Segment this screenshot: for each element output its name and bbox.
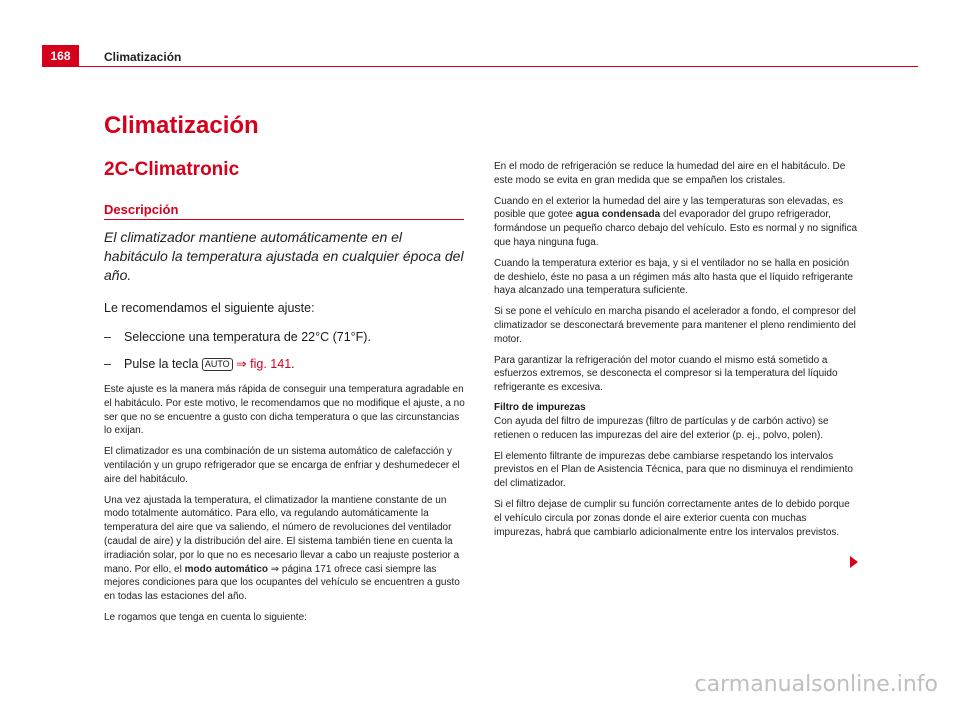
paragraph (104, 494, 466, 604)
paragraph: Si el filtro dejase de cumplir su función correctamente antes de lo debido porque el vehículo circula por zonas donde el aire exterior cuenta con muchas impurezas, habrá que cambiarlo adicionalmente entre los intervalos previstos. (494, 498, 850, 538)
paragraph: Si se pone el vehículo en marcha pisando el acelerador a fondo, el compresor del climatizador se desconectará brevemente para mantener el pleno rendimiento del motor. (494, 306, 856, 345)
triangle-right-icon (850, 556, 858, 568)
paragraph: Le rogamos que tenga en cuenta lo siguiente: (104, 611, 307, 623)
watermark: carmanualsonline.info (694, 672, 938, 697)
running-title: Climatización (104, 50, 182, 64)
step-item (104, 356, 466, 373)
paragraph: El climatizador es una combinación de un sistema automático de calefacción y ventilación y un grupo refrigerador que se encarga de enfriar y deshumedecer el aire del habitáculo. (104, 446, 460, 485)
page-title: Climatización (104, 112, 259, 139)
section-rule (104, 219, 464, 220)
page-reference-link[interactable]: ⇒ página 171 (270, 563, 332, 575)
header-rule (79, 66, 918, 67)
step-dash: – (104, 357, 111, 371)
step-dash: – (104, 330, 111, 344)
bold-term: agua condensada (575, 209, 661, 221)
filter-heading: Filtro de impurezas (494, 401, 586, 413)
auto-key-icon: AUTO (202, 358, 233, 371)
paragraph-text: ofrece casi siempre las mejores condiciones para que los ocupantes del vehículo se encuentren a gusto en todas las estaciones del año. (104, 563, 460, 603)
paragraph: Este ajuste es la manera más rápida de conseguir una temperatura agradable en el habitáculo. Por este motivo, le recomendamos que no modifique el ajuste, a no ser que no se encuentre a gusto con dicha temperatura o que las circunstancias lo exijan. (104, 384, 465, 437)
paragraph-text: Cuando en el exterior la humedad del aire y las temperaturas son elevadas, es posible que gotee (494, 195, 844, 221)
recommendation-lead: Le recomendamos el siguiente ajuste: (104, 301, 315, 315)
step-item (104, 329, 466, 346)
bold-term: modo automático (184, 563, 268, 575)
step-prefix: Pulse la tecla (124, 357, 199, 371)
page-number: 168 (42, 45, 79, 67)
paragraph: Con ayuda del filtro de impurezas (filtro de partículas y de carbón activo) se retienen o reducen las impurezas del aire del exterior (p. ej., polvo, polen). (494, 415, 829, 441)
paragraph: En el modo de refrigeración se reduce la humedad del aire en el habitáculo. De este modo se evita en gran medida que se empañen los cristales. (494, 161, 846, 186)
paragraph: Para garantizar la refrigeración del motor cuando el mismo está sometido a esfuerzos extremos, se desconecta el compresor si la temperatura del líquido refrigerante es excesiva. (494, 354, 838, 394)
reference-arrow: ⇒ (236, 357, 247, 371)
paragraph-text: Una vez ajustada la temperatura, el climatizador la mantiene constante de un modo totalmente automático. Para ello, va regulando automáticamente la temperatura del aire que va saliendo, el número de revoluciones del ventilador (caudal de aire) y la distribución del aire. El sistema también tiene en cuenta la irradiación solar, por lo que no es necesario llevar a cabo un reajuste posterior a mano. Por ello, el (104, 494, 460, 575)
paragraph: El elemento filtrante de impurezas debe cambiarse respetando los intervalos previstos en el Plan de Asistencia Técnica, para que no disminuya el rendimiento del climatizador. (494, 450, 853, 490)
left-column (104, 228, 466, 632)
paragraph (494, 195, 858, 250)
figure-reference-link[interactable]: fig. 141 (250, 357, 292, 371)
step-suffix: . (291, 357, 295, 371)
section-heading: Descripción (104, 202, 179, 217)
page-subtitle: 2C-Climatronic (104, 159, 240, 180)
paragraph: Cuando la temperatura exterior es baja, y si el ventilador no se halla en posición de deshielo, éste no pasa a un régimen más alto hasta que el líquido refrigerante haya alcanzado una temperatura suficiente. (494, 257, 854, 297)
paragraph-text: del evaporador del grupo refrigerador, formándose un pequeño charco debajo del vehículo. Esto es normal y no significa que haya ninguna fuga. (494, 209, 858, 248)
intro-text: El climatizador mantiene automáticamente en el habitáculo la temperatura ajustada en cualquier época del año. (104, 229, 464, 283)
step-text: Seleccione una temperatura de 22°C (71°F). (124, 330, 371, 344)
right-column (494, 160, 858, 546)
step-text (124, 356, 295, 373)
